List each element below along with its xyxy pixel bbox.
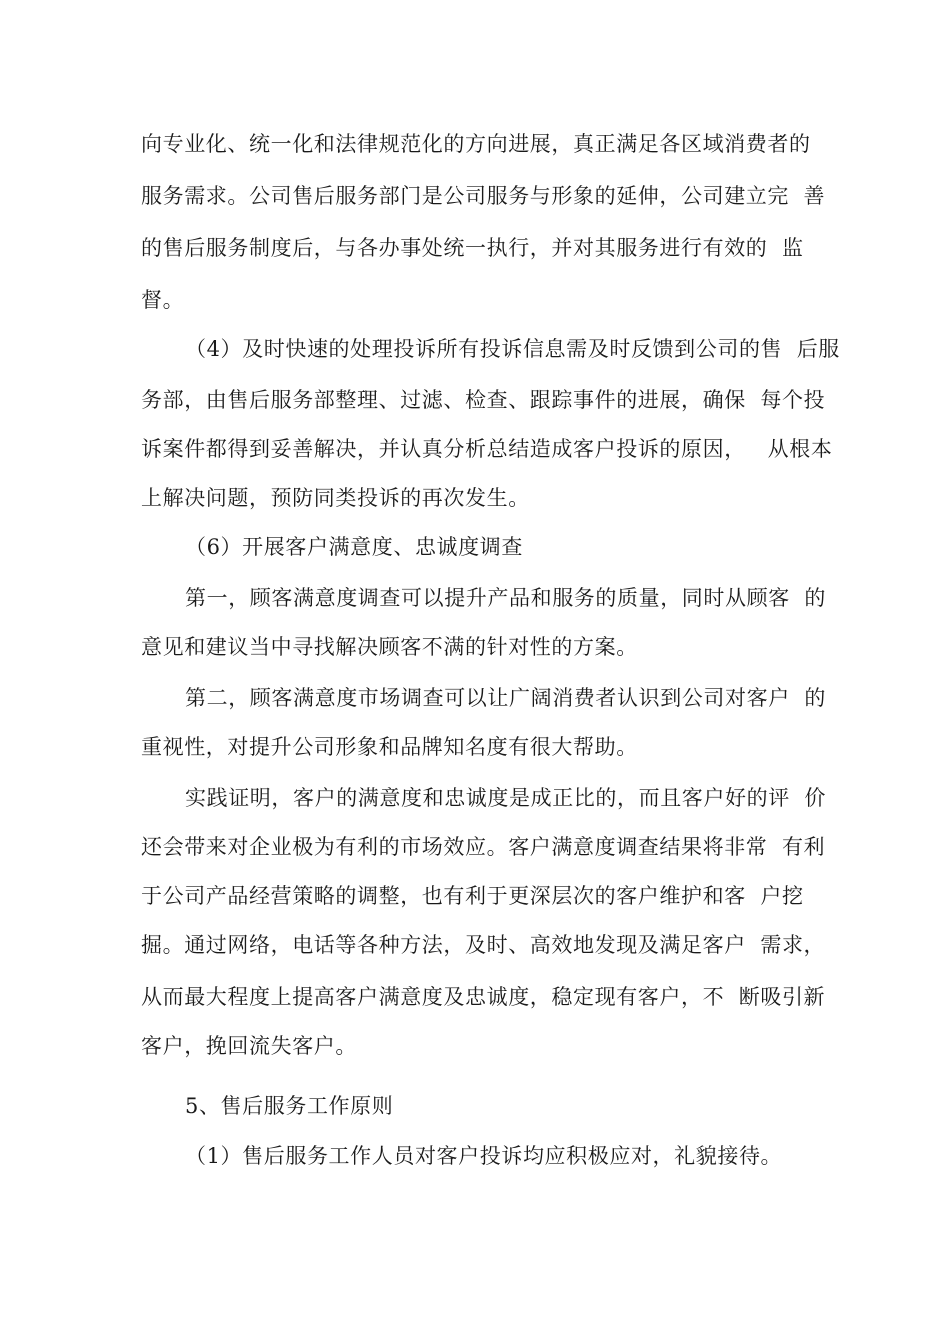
paragraph-1-line-4: 督。	[141, 288, 185, 312]
paragraph-6-line-3: 于公司产品经营策略的调整，也有利于更深层次的客户维护和客 户挖	[141, 884, 804, 908]
paragraph-6-line-4: 掘。通过网络，电话等各种方法，及时、高效地发现及满足客户 需求，	[141, 933, 826, 957]
paragraph-2-line-1: （4）及时快速的处理投诉所有投诉信息需及时反馈到公司的售 后服	[185, 337, 840, 361]
paragraph-3-line-1: （6）开展客户满意度、忠诚度调查	[185, 535, 523, 559]
paragraph-1-line-3: 的售后服务制度后，与各办事处统一执行，并对其服务进行有效的 监	[141, 236, 804, 260]
paragraph-2-line-2: 务部，由售后服务部整理、过滤、检查、跟踪事件的进展，确保 每个投	[141, 388, 826, 412]
paragraph-6-line-5: 从而最大程度上提高客户满意度及忠诚度，稳定现有客户，不 断吸引新	[141, 985, 826, 1009]
paragraph-4-line-2: 意见和建议当中寻找解决顾客不满的针对性的方案。	[141, 635, 638, 659]
paragraph-8-line-1: （1）售后服务工作人员对客户投诉均应积极应对，礼貌接待。	[185, 1144, 783, 1168]
paragraph-2-line-3: 诉案件都得到妥善解决，并认真分析总结造成客户投诉的原因， 从根本	[141, 437, 833, 461]
paragraph-4-line-1: 第一，顾客满意度调查可以提升产品和服务的质量，同时从顾客 的	[185, 586, 826, 610]
paragraph-6-line-2: 还会带来对企业极为有利的市场效应。客户满意度调查结果将非常 有利	[141, 835, 826, 859]
paragraph-6-line-1: 实践证明，客户的满意度和忠诚度是成正比的，而且客户好的评 价	[185, 786, 826, 810]
paragraph-1-line-1: 向专业化、统一化和法律规范化的方向进展，真正满足各区域消费者的	[141, 132, 811, 156]
paragraph-6-line-6: 客户，挽回流失客户。	[141, 1034, 357, 1058]
paragraph-5-line-2: 重视性，对提升公司形象和品牌知名度有很大帮助。	[141, 735, 638, 759]
section-heading: 5、售后服务工作原则	[185, 1094, 394, 1118]
paragraph-2-line-4: 上解决问题，预防同类投诉的再次发生。	[141, 486, 530, 510]
paragraph-1-line-2: 服务需求。公司售后服务部门是公司服务与形象的延伸，公司建立完 善	[141, 184, 826, 208]
paragraph-5-line-1: 第二，顾客满意度市场调查可以让广阔消费者认识到公司对客户 的	[185, 686, 826, 710]
